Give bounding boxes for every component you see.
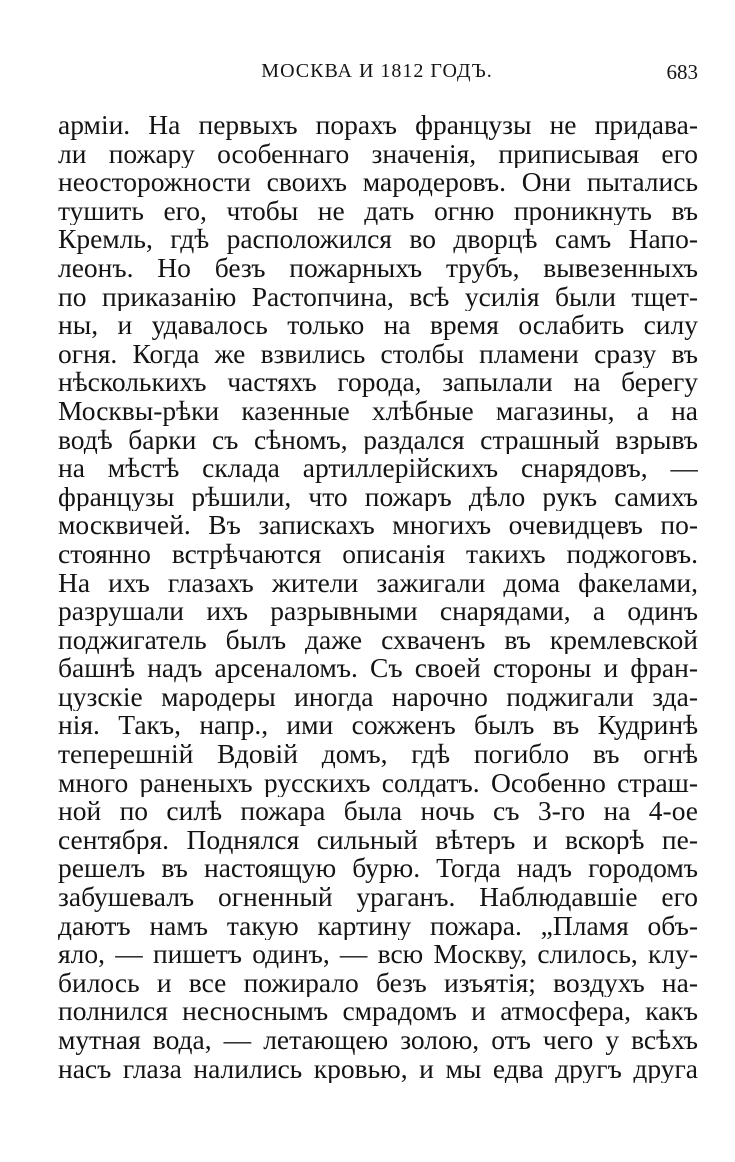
text-line: на мѣстѣ склада артиллерійскихъ снарядовъ, — [58,454,698,483]
text-line: нѣсколькихъ частяхъ города, запылали на берегу [58,368,698,397]
text-line: разрушали ихъ разрывными снарядами, а одинъ [58,597,698,626]
text-line: по приказанію Растопчина, всѣ усилія были тщет- [58,282,698,312]
text-line: забушевалъ огненный ураганъ. Наблюдавшіе его [58,883,698,912]
text-line: много раненыхъ русскихъ солдатъ. Особенно страш- [58,768,698,798]
text-line: москвичей. Въ запискахъ многихъ очевидцевъ по- [58,511,698,540]
body-text [58,111,698,1083]
text-line: ли пожару особеннаго значенія, приписывая его [58,139,698,169]
text-line: ны, и удавалось только на время ослабить силу [58,311,698,340]
text-line: Кремль, гдѣ расположился во дворцѣ самъ Напо- [58,225,698,254]
page-number: 683 [666,60,698,84]
text-line: сентября. Поднялся сильный вѣтеръ и вскорѣ пе- [58,825,698,855]
text-line: яло, — пишетъ одинъ, — всю Москву, слилось, клу- [58,940,698,969]
text-line: стоянно встрѣчаются описанія такихъ поджоговъ. [58,539,698,569]
text-line: билось и все пожирало безъ изъятія; воздухъ на- [58,968,698,998]
text-line: поджигатель былъ даже схваченъ въ кремлевской [58,625,698,655]
text-line: неосторожности своихъ мародеровъ. Они пытались [58,168,698,197]
text-line: Москвы-рѣки казенные хлѣбные магазины, а на [58,396,698,426]
text-line: французы рѣшили, что пожаръ дѣло рукъ самихъ [58,482,698,512]
text-line: теперешній Вдовій домъ, гдѣ погибло въ огнѣ [58,740,698,769]
text-line: огня. Когда же взвились столбы пламени сразу въ [58,339,698,369]
text-line: полнился несноснымъ смрадомъ и атмосфера, какъ [58,997,698,1026]
text-line: тушить его, чтобы не дать огню проникнуть въ [58,196,698,226]
text-line: мутная вода, — летающею золою, отъ чего у всѣхъ [58,1026,698,1055]
text-line: решелъ въ настоящую бурю. Тогда надъ городомъ [58,854,698,884]
page-header [56,60,698,96]
text-line: даютъ намъ такую картину пожара. „Пламя объ- [58,911,698,941]
text-line: ной по силѣ пожара была ночь съ 3-го на 4-ое [58,797,698,826]
text-line: нія. Такъ, напр., ими сожженъ былъ въ Кудринѣ [58,711,698,741]
text-line: цузскіе мародеры иногда нарочно поджигали зда- [58,682,698,712]
text-line: насъ глаза налились кровью, и мы едва другъ друга [58,1054,698,1084]
running-title: МОСКВА И 1812 ГОДЪ. [261,60,493,82]
text-line: На ихъ глазахъ жители зажигали дома факелами, [58,568,698,598]
text-line: леонъ. Но безъ пожарныхъ трубъ, вывезенныхъ [58,253,698,283]
text-line: арміи. На первыхъ порахъ французы не придава- [58,111,698,140]
text-line: водѣ барки съ сѣномъ, раздался страшный взрывъ [58,425,698,455]
text-line: башнѣ надъ арсеналомъ. Съ своей стороны и фран- [58,654,698,683]
